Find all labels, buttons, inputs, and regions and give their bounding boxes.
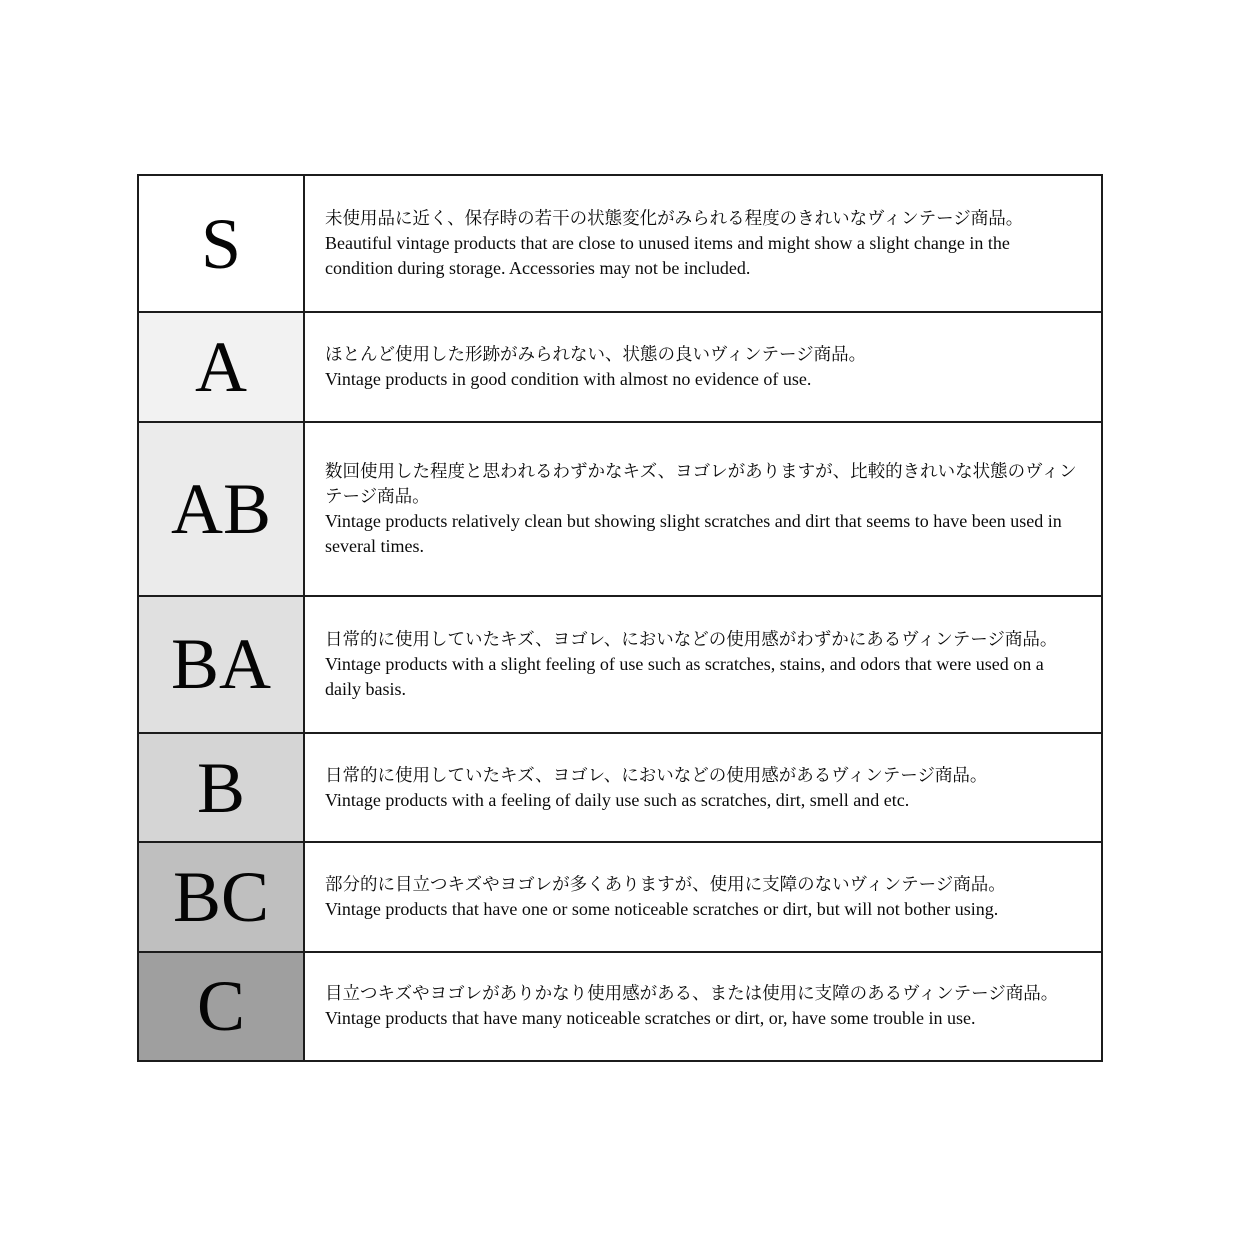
desc-cell-ab [304, 422, 1102, 596]
row-jp-text: 未使用品に近く、保存時の若干の状態変化がみられる程度のきれいなヴィンテージ商品。 [325, 208, 1024, 229]
grade-cell-ba: BA [138, 596, 304, 733]
grade-cell-bc: BC [138, 842, 304, 951]
table-row-c [138, 952, 1102, 1061]
grade-cell-s: S [138, 175, 304, 312]
table-row-ab [138, 422, 1102, 596]
row-jp-text: ほとんど使用した形跡がみられない、状態の良いヴィンテージ商品。 [325, 343, 867, 364]
desc-cell-a [304, 312, 1102, 421]
row-jp-text: 部分的に目立つキズやヨゴレが多くありますが、使用に支障のないヴィンテージ商品。 [325, 874, 1006, 895]
grade-cell-ab: AB [138, 422, 304, 596]
table-row-bc [138, 842, 1102, 951]
row-en-text: Vintage products in good condition with almost no evidence of use. [325, 368, 812, 389]
desc-cell-b [304, 733, 1102, 842]
condition-grade-table [137, 174, 1103, 1062]
grade-cell-c: C [138, 952, 304, 1061]
row-en-text: Vintage products relatively clean but showing slight scratches and dirt that seems to have been used in several times. [325, 510, 1062, 556]
row-en-text: Vintage products with a feeling of daily use such as scratches, dirt, smell and etc. [325, 789, 910, 810]
desc-cell-bc [304, 842, 1102, 951]
row-en-text: Vintage products that have many noticeable scratches or dirt, or, have some trouble in use. [325, 1008, 976, 1029]
table-row-ba [138, 596, 1102, 733]
row-en-text: Vintage products that have one or some noticeable scratches or dirt, but will not bother using. [325, 899, 999, 920]
grade-cell-a: A [138, 312, 304, 421]
row-jp-text: 日常的に使用していたキズ、ヨゴレ、においなどの使用感があるヴィンテージ商品。 [325, 764, 988, 785]
desc-cell-ba [304, 596, 1102, 733]
table-row-s [138, 175, 1102, 312]
row-jp-text: 目立つキズやヨゴレがありかなり使用感がある、または使用に支障のあるヴィンテージ商品。 [325, 983, 1059, 1004]
desc-cell-s [304, 175, 1102, 312]
row-en-text: Beautiful vintage products that are close to unused items and might show a slight change in the condition during storage. Accessories may not be included. [325, 233, 1010, 279]
table-row-a [138, 312, 1102, 421]
table-row-b [138, 733, 1102, 842]
row-en-text: Vintage products with a slight feeling of use such as scratches, stains, and odors that were used on a daily basis. [325, 653, 1044, 699]
row-jp-text: 数回使用した程度と思われるわずかなキズ、ヨゴレがありますが、比較的きれいな状態のヴィンテージ商品。 [325, 460, 1077, 506]
row-jp-text: 日常的に使用していたキズ、ヨゴレ、においなどの使用感がわずかにあるヴィンテージ商品。 [325, 628, 1058, 649]
grade-cell-b: B [138, 733, 304, 842]
desc-cell-c [304, 952, 1102, 1061]
grade-table [137, 174, 1103, 1062]
